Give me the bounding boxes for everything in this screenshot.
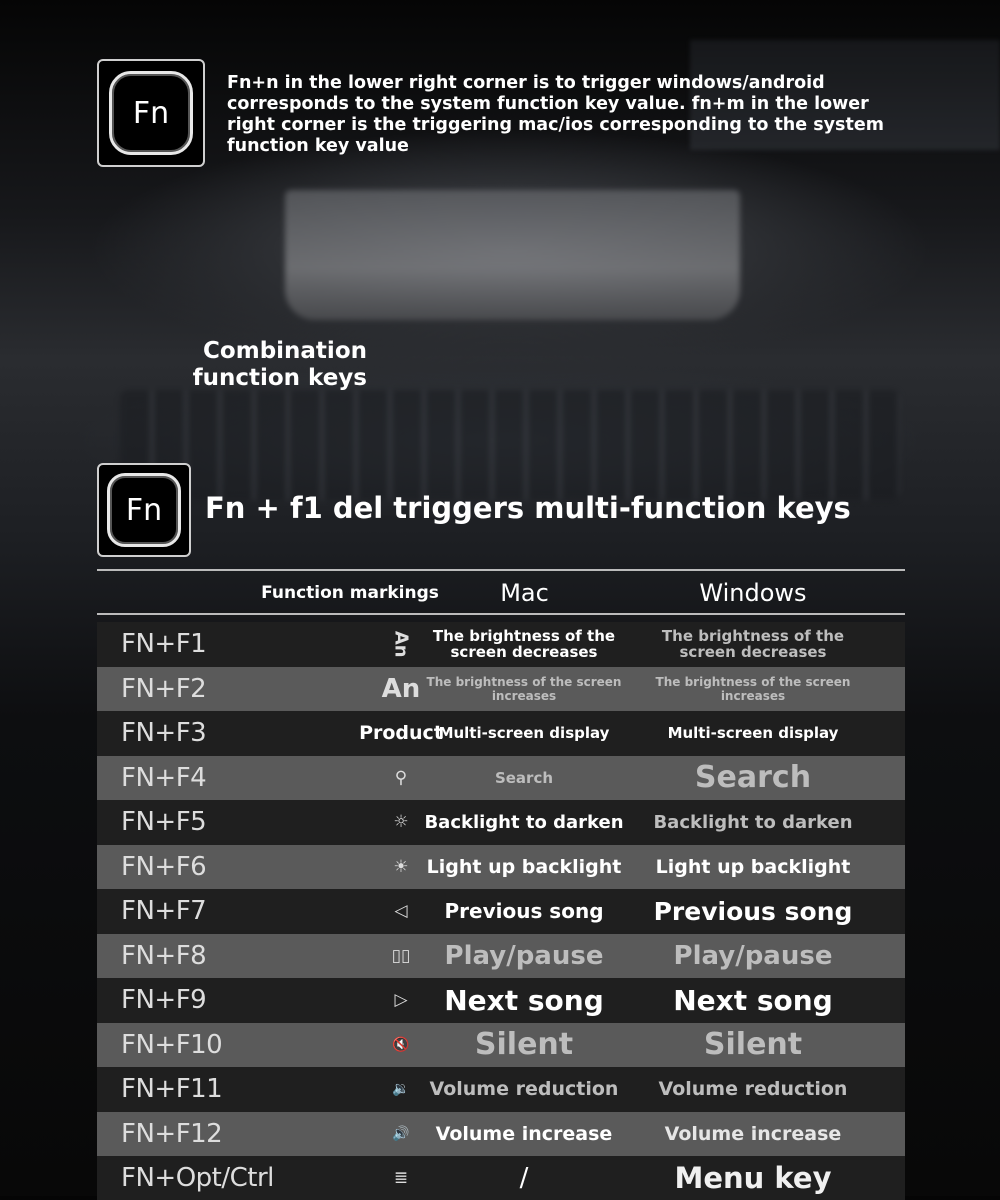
table-row [97,711,905,756]
windows-function: Light up backlight [655,855,851,878]
mac-function: Volume reduction [429,1078,619,1101]
key-combo: FN+F9 [121,985,207,1016]
windows-function: Play/pause [673,940,833,971]
key-combo: FN+F3 [121,718,207,749]
next-track-icon: ▷ [394,990,408,1011]
headline: Fn + f1 del triggers multi-function keys [205,491,851,525]
mac-function: Next song [444,983,604,1017]
key-combo: FN+F5 [121,807,207,838]
windows-function: Previous song [653,896,853,926]
table-row [97,845,905,890]
key-combo: FN+F10 [121,1029,223,1060]
mac-function: / [519,1163,529,1193]
key-combo: FN+F8 [121,940,207,971]
mac-function: Previous song [444,899,604,924]
key-combo: FN+F2 [121,673,207,704]
key-combo: FN+F12 [121,1118,223,1149]
windows-function: Menu key [674,1161,832,1195]
mac-function: Light up backlight [426,855,622,878]
table-header [97,569,905,615]
fn-key-label: Fn [132,95,170,131]
mac-function: Search [494,768,554,787]
product-label: Product [359,722,443,745]
windows-function: Next song [673,983,833,1017]
windows-function: Volume increase [664,1122,842,1145]
header-mac: Mac [500,579,549,607]
key-combo: FN+Opt/Ctrl [121,1163,274,1193]
key-combo: FN+F7 [121,896,207,927]
key-combo: FN+F1 [121,629,207,660]
backlight-up-icon: ☀ [393,856,409,877]
windows-function: Volume reduction [658,1078,848,1101]
table-row [97,622,905,667]
header-windows: Windows [699,579,807,607]
key-combo: FN+F4 [121,762,207,793]
table-row [97,1156,905,1200]
windows-function: Search [694,760,812,796]
key-combo: FN+F6 [121,851,207,882]
menu-icon: ≣ [393,1168,409,1188]
table-row [97,800,905,845]
volume-up-icon: 🔊 [392,1125,410,1142]
mac-function: Multi-screen display [438,724,610,743]
table-row [97,667,905,712]
windows-function: The brightness of the screen decreases [661,627,845,662]
fn-key-icon [97,463,191,557]
fn-key-label: Fn [125,492,163,528]
windows-function: The brightness of the screen increases [655,674,851,703]
mac-function: The brightness of the screen increases [426,674,622,703]
table-row [97,1067,905,1112]
brightness-up-icon: An [381,673,421,704]
volume-down-icon: 🔉 [392,1081,410,1098]
mac-function: Volume increase [435,1122,613,1145]
table-row [97,934,905,979]
intro-text: Fn+n in the lower right corner is to trigger windows/android corresponds to the system function key value. fn+m in the lower right corner is the triggering mac/ios corresponding to the system function key value [227,73,884,156]
backlight-down-icon: ☼ [393,812,409,833]
search-icon: ⚲ [394,767,408,788]
windows-function: Backlight to darken [653,811,853,833]
key-combo: FN+F11 [121,1074,223,1105]
windows-function: Multi-screen display [667,724,839,743]
mute-icon: 🔇 [392,1036,410,1053]
windows-function: Silent [703,1027,803,1063]
section-title: Combination function keys [192,338,367,391]
header-function-markings: Function markings [261,583,439,603]
table-row [97,889,905,934]
table-row [97,1023,905,1068]
table-row [97,756,905,801]
background-monitor-stand [285,190,740,320]
fn-key-icon [97,59,205,167]
table-row [97,1112,905,1157]
play-pause-icon: ▯▯ [391,945,411,966]
mac-function: The brightness of the screen decreases [432,627,616,662]
mac-function: Play/pause [444,940,604,971]
background-keyboard [120,390,900,500]
function-key-table [97,622,905,1200]
brightness-down-icon: An [390,630,412,658]
previous-track-icon: ◁ [394,901,408,922]
mac-function: Silent [474,1027,574,1063]
table-row [97,978,905,1023]
mac-function: Backlight to darken [424,811,624,833]
